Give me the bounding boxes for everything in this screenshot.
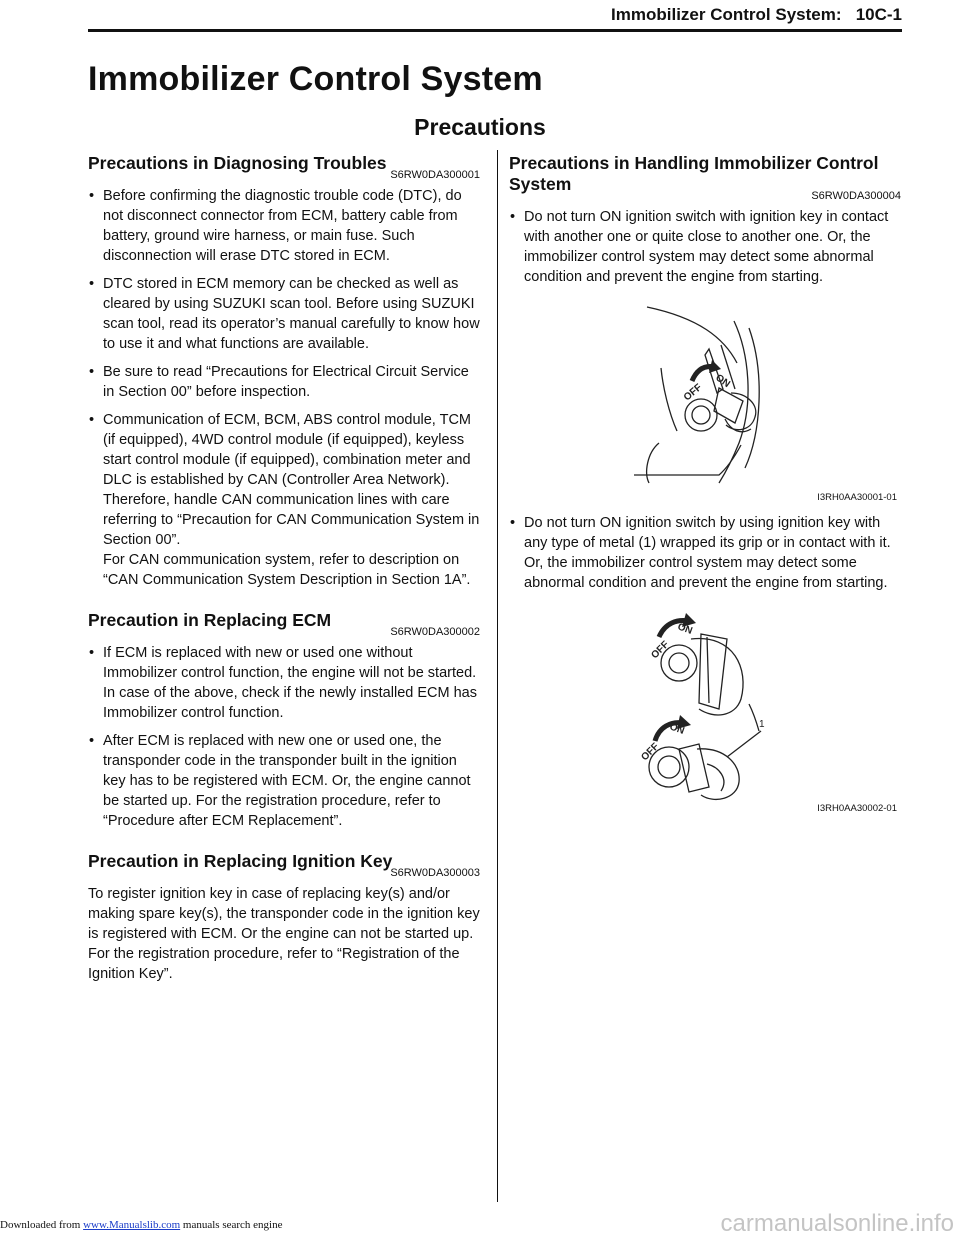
on-label-2: ON xyxy=(667,721,686,737)
bullet-list xyxy=(509,207,901,287)
manualslib-link[interactable]: www.Manualslib.com xyxy=(83,1219,181,1231)
running-title: Immobilizer Control System: xyxy=(611,5,842,24)
bullet-list xyxy=(509,513,901,593)
section-diagnosing xyxy=(88,153,480,590)
running-header xyxy=(611,5,902,25)
list-item: • If ECM is replaced with new or used one without Immobilizer control function, the engine will not be started. In case of the above, check if the newly installed ECM has Immobilizer control function. xyxy=(88,643,480,723)
section-handling xyxy=(509,153,901,814)
list-item: • DTC stored in ECM memory can be checked as well as cleared by using SUZUKI scan tool. Before using SUZUKI scan tool, read its operator’s manual carefully to know how to use it and what functions are available. xyxy=(88,274,480,354)
off-label: OFF xyxy=(681,382,705,404)
page-subtitle: Precautions xyxy=(414,114,546,140)
figure-key-proximity xyxy=(509,293,901,503)
figure-metal-wrap xyxy=(509,599,901,814)
section-id: S6RW0DA300003 xyxy=(390,867,480,879)
bullet-list xyxy=(88,643,480,831)
figure-caption: I3RH0AA30002-01 xyxy=(817,803,897,814)
download-footer xyxy=(0,1219,282,1231)
right-column xyxy=(509,153,901,814)
section-heading: Precautions in Diagnosing Troubles xyxy=(88,153,387,173)
footer-suffix: manuals search engine xyxy=(180,1219,283,1231)
list-item: • Before confirming the diagnostic trouble code (DTC), do not disconnect connector from ECM, battery cable from battery, ground wire harness, or main fuse. Such disconnection will erase DTC stored in ECM. xyxy=(88,186,480,266)
off-label: OFF xyxy=(649,639,672,662)
header-rule xyxy=(88,29,902,32)
list-item: • Do not turn ON ignition switch by using ignition key with any type of metal (1) wrapped its grip or in contact with it. Or, the immobilizer control system may detect some abnormal condition and prevent the engine from starting. xyxy=(509,513,901,593)
list-item-extra: For CAN communication system, refer to description on “CAN Communication System Description in Section 1A”. xyxy=(103,552,471,588)
section-heading: Precaution in Replacing Ignition Key xyxy=(88,851,393,871)
section-body: To register ignition key in case of replacing key(s) and/or making spare key(s), the transponder code in the ignition key is registered with ECM. Or the engine can not be started up. For the registration procedure, refer to “Registration of the Ignition Key”. xyxy=(88,886,480,982)
watermark: carmanualsonline.info xyxy=(720,1210,954,1237)
section-id: S6RW0DA300002 xyxy=(390,626,480,638)
section-id: S6RW0DA300004 xyxy=(811,190,901,202)
list-item: • Be sure to read “Precautions for Electrical Circuit Service in Section 00” before inspection. xyxy=(88,362,480,402)
list-item: • Do not turn ON ignition switch with ignition key in contact with another one or quite close to another one. Or, the immobilizer control system may detect some abnormal condition and prevent the engine from starting. xyxy=(509,207,901,287)
page-title: Immobilizer Control System xyxy=(88,60,543,98)
left-column xyxy=(88,153,480,984)
callout-1: 1 xyxy=(759,719,765,730)
bullet-list xyxy=(88,186,480,590)
column-divider xyxy=(497,150,498,1202)
section-replacing-ecm xyxy=(88,610,480,831)
list-item xyxy=(88,410,480,590)
list-item: • After ECM is replaced with new one or used one, the transponder code in the transponder built in the ignition key has to be registered with ECM. Or, the engine cannot be started up. For the registration procedure, refer to “Procedure after ECM Replacement”. xyxy=(88,731,480,831)
figure-caption: I3RH0AA30001-01 xyxy=(817,492,897,503)
section-heading: Precaution in Replacing ECM xyxy=(88,610,332,630)
section-id: S6RW0DA300001 xyxy=(390,169,480,181)
section-replacing-key xyxy=(88,851,480,984)
on-label: ON xyxy=(713,372,732,391)
footer-prefix: Downloaded from xyxy=(0,1219,84,1231)
list-item-text: Communication of ECM, BCM, ABS control module, TCM (if equipped), 4WD control module (if equipped), keyless start control module (if equipped), combination meter and DLC is established by CAN (Controller Area Network). Therefore, handle CAN communication lines with care referring to “Precaution for CAN Communication System in Section 00”. xyxy=(103,412,480,548)
page-number: 10C-1 xyxy=(855,5,902,24)
key-proximity-illustration xyxy=(509,293,901,503)
on-label: ON xyxy=(675,621,694,637)
off-label-2: OFF xyxy=(639,741,662,764)
key-metal-illustration xyxy=(509,599,901,814)
section-heading: Precautions in Handling Immobilizer Control System xyxy=(509,153,879,194)
